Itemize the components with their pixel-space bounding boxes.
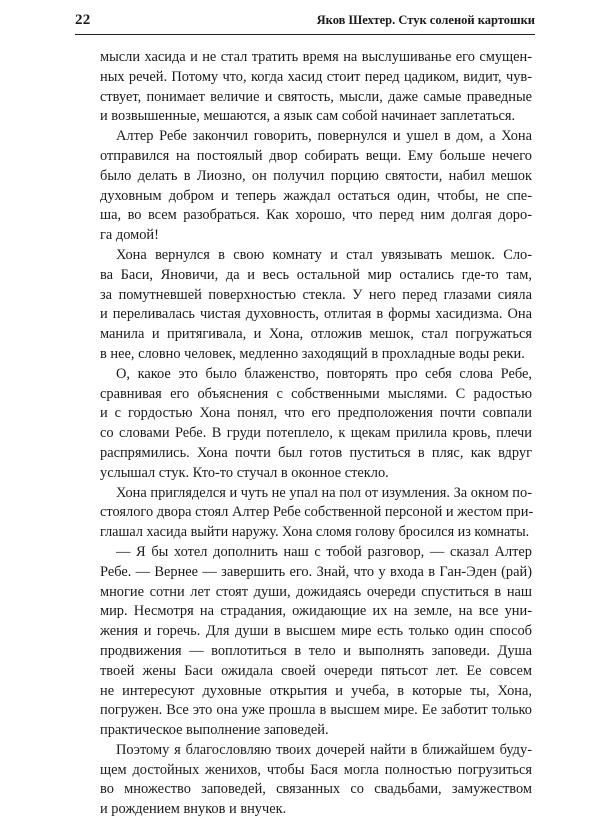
text-line: Алтер Ребе закончил говорить, повернулся и ушел в дом, а Хона xyxy=(116,128,532,145)
text-line: и с гордостью Хона понял, что его предположения почти совпали xyxy=(100,405,532,422)
text-line: в нее, словно человек, медленно заходящий в прохладные воды реки. xyxy=(100,345,525,362)
text-line: не интересуют духовные открытия и учеба, в которые ты, Хона, xyxy=(100,682,532,699)
text-line: — Я бы хотел дополнить наш с тобой разговор, — сказал Алтер xyxy=(116,543,532,560)
text-line: продвижения — воплотиться в тело и выполнять заповеди. Душа xyxy=(100,642,532,659)
text-line: со словами Ребе. В груди потеплело, к щекам прилила кровь, плечи xyxy=(100,425,532,442)
text-line: мир. Несмотря на страдания, ожидающие их на земле, на все уни- xyxy=(100,603,532,620)
text-line: многие сотни лет стоят души, дожидаясь очереди спуститься в наш xyxy=(100,583,532,600)
text-line: стоялого двора стоял Алтер Ребе собственной персоной и жестом при- xyxy=(100,504,534,521)
text-line: га домой! xyxy=(100,227,159,244)
text-line: ствует, понимает величие и святость, мысли, даже самые праведные xyxy=(100,88,532,105)
text-line: Ребе. — Вернее — завершить его. Знай, что у входа в Ган-Эден (рай) xyxy=(100,563,532,580)
text-line: во множество заповедей, связанных со свадьбами, замужеством xyxy=(100,781,532,798)
text-line: за помутневшей поверхностью стекла. У него перед глазами сияла xyxy=(100,286,532,303)
text-line: ных речей. Потому что, когда хасид стоит перед цадиком, видит, чув- xyxy=(100,68,532,85)
text-line: мысли хасида и не стал тратить время на выслушиванье его смущен- xyxy=(100,49,532,65)
text-line: глашал хасида выйти наружу. Хона сломя голову бросился из комнаты. xyxy=(100,524,530,541)
running-title: Яков Шехтер. Стук соленой картошки xyxy=(316,13,535,27)
text-line: твоей жены Баси ожидала своей очереди пятьсот лет. Ее совсем xyxy=(100,662,532,679)
text-line: О, какое это было блаженство, повторять про себя слова Ребе, xyxy=(116,365,532,382)
text-line: духовным добром и теперь жаждал остаться один, чтобы, не спе- xyxy=(100,187,532,204)
text-line: Хона вернулся в свою комнату и стал увязывать мешок. Сло- xyxy=(116,246,532,263)
text-line: Хона пригляделся и чуть не упал на пол от изумления. За окном по- xyxy=(116,484,532,501)
text-line: и переливалась чистая духовность, отлитая в формы хасидизма. Она xyxy=(100,306,532,323)
text-line: жения и горечь. Для души в высшем мире есть только один способ xyxy=(100,623,532,640)
text-line: распрямились. Хона почти был готов пуститься в пляс, как вдруг xyxy=(100,444,532,461)
text-line: щем достойных женихов, чтобы Бася могла полностью погрузиться xyxy=(100,761,532,778)
text-line: и возвышенные, мешаются, а язык сам собой начинает заплетаться. xyxy=(100,108,516,125)
text-line: и рождением внуков и внучек. xyxy=(100,801,287,818)
text-line: манила и притягивала, и Хона, отложив мешок, стал погружаться xyxy=(100,326,532,343)
page-number: 22 xyxy=(75,12,91,28)
text-line: практическое выполнение заповедей. xyxy=(100,722,329,739)
text-line: ша, во всем разобраться. Как хорошо, что перед ним долгая доро- xyxy=(100,207,532,224)
text-line: Поэтому я благословляю твоих дочерей найти в ближайшем буду- xyxy=(116,741,532,758)
text-line: погружен. Все это она уже прошла в высшем мире. Ее заботит только xyxy=(100,702,532,719)
text-line: было делать в Лиозно, он получил порцию святости, набил мешок xyxy=(100,167,532,184)
text-line: отправился на постоялый двор собирать вещи. Ему больше нечего xyxy=(100,147,532,164)
body-text xyxy=(100,48,532,820)
text-line: услышал стук. Кто-то стучал в оконное стекло. xyxy=(100,464,389,481)
text-line: сравнивая его объяснения с собственными мыслями. С радостью xyxy=(100,385,532,402)
text-line: ва Баси, Яновичи, да и весь остальной мир остались где-то там, xyxy=(100,266,532,283)
page-header xyxy=(75,10,535,35)
